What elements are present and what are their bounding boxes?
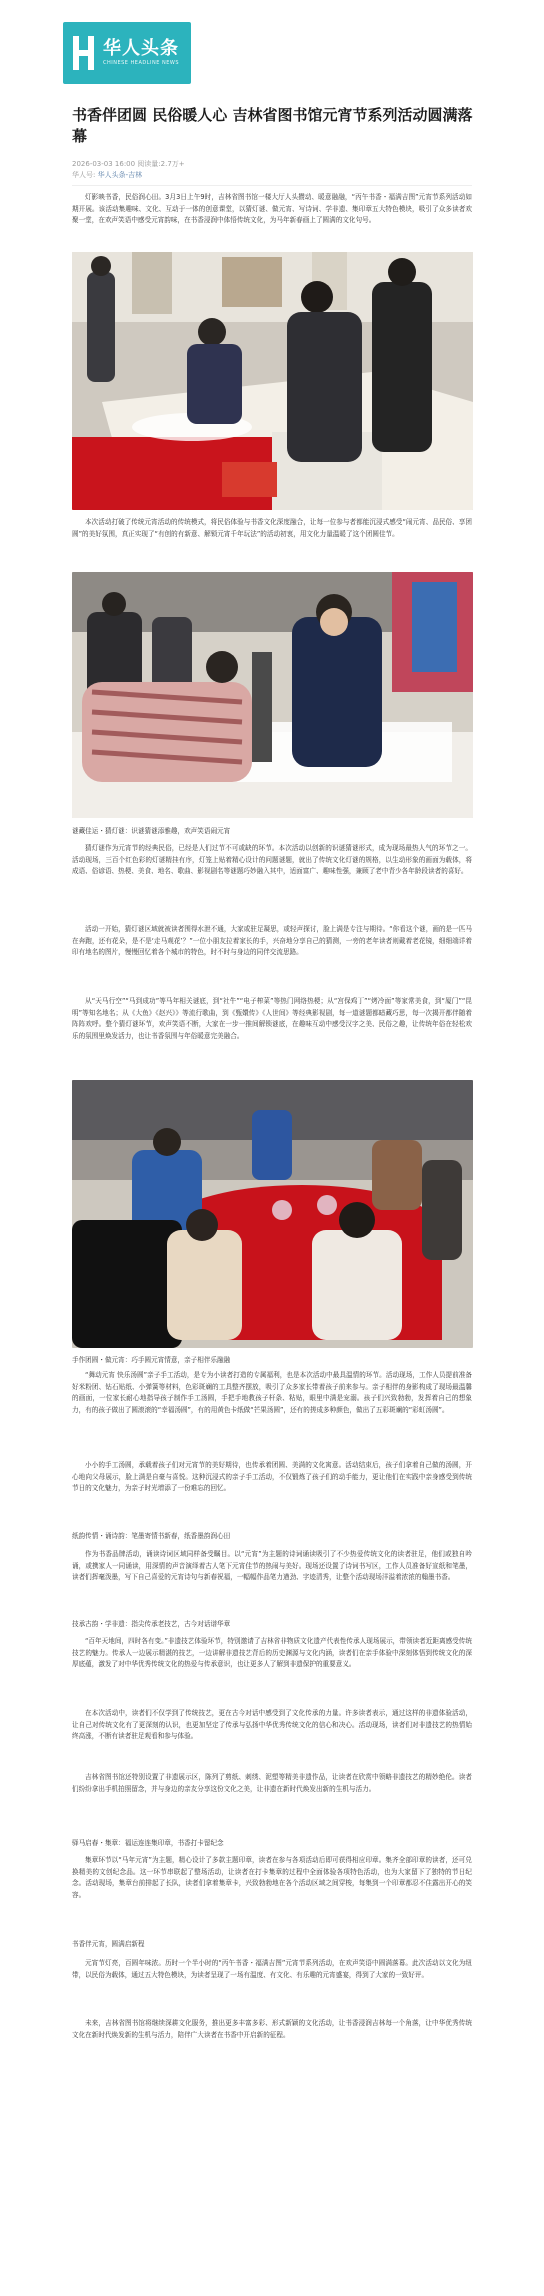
paragraph-poetry: 作为书香品牌活动，诵读诗词区域同样备受瞩目。以“元宵”为主题的诗词诵读吸引了不少热爱传统文化的读者驻足，他们或独自吟诵，或携家人一同诵读，用深情的声音演绎着古人笔下元宵佳节的热闹与美好。现场还设置了诗词书写区，工作人员准备好宣纸和笔墨，读者们挥毫泼墨，写下自己喜爱的元宵诗句与新春祝福，一幅幅作品笔力遒劲、字迹清秀，让整个活动现场洋溢着浓浓的翰墨书香。 [72, 1550, 472, 1581]
section-heading-riddles: 谜藏佳运・猜灯谜：识谜猜谜添雅趣，欢声笑语闹元宵 [72, 827, 231, 835]
event-photo-1 [72, 252, 473, 510]
paragraph-intro: 灯影映书香，民俗润心田。3月3日上午9时，吉林省图书馆一楼大厅人头攒动、暖意融融，“丙午书香・福满吉图”元宵节系列活动如期开展。该活动集趣味、文化、互动于一体的创意课堂，以猜灯谜、做元宵、写诗词、学非遗、集印章五大特色模块，吸引了众多读者欢聚一堂，在欢声笑语中感受元宵韵味，在书香浸润中体悟传统文化，为马年新春画上了圆满的文化句号。 [72, 193, 472, 224]
section-heading-poetry: 纸韵传情・诵诗韵：笔墨寄情书新春，纸香墨韵润心田 [72, 1532, 231, 1540]
paragraph-riddles-2: 活动一开始，猜灯谜区域就被读者围得水泄不通，大家或驻足凝思，或轻声探讨，脸上满是专注与期待。“你看这个谜，画的是一匹马在奔跑，还有花朵，是不是‘走马观花’？”一位小朋友拉着家长的手，兴奋地分享自己的猜测，一旁的老年读者则戴着老花镜，细细端详着印有地名的图片，慢慢回忆着各个城市的特色，时不时与身边的同伴交流思路。 [72, 925, 472, 956]
paragraph-heritage-3: 吉林省图书馆还特别设置了非遗展示区，陈列了剪纸、刺绣、泥塑等精美非遗作品，让读者在欣赏中领略非遗技艺的精妙绝伦。读者们纷纷拿出手机拍照留念，并与身边的亲友分享这份文化之美，让非遗在新时代焕发出新的生机与活力。 [72, 1773, 472, 1793]
section-heading-stamps: 驿马启春・集章：福运连连集印章，书香打卡留纪念 [72, 1839, 224, 1847]
brand-logo[interactable] [63, 22, 191, 84]
section-heading-closing: 书香伴元宵，圆满启新程 [72, 1940, 145, 1948]
paragraph-closing-1: 元宵节灯亮，百圆年味浓。历时一个半小时的“丙午书香・福满吉图”元宵节系列活动，在欢声笑语中圆满落幕。此次活动以文化为纽带，以民俗为载体，通过五大特色模块，为读者呈现了一场有温度、有文化、有乐趣的元宵盛宴，得到了大家的一致好评。 [72, 1959, 472, 1979]
paragraph-handcraft-2: 小小的手工汤圆，承载着孩子们对元宵节的美好期待，也传承着团圆、美满的文化寓意。活动结束后，孩子们拿着自己做的汤圆，开心地向父母展示，脸上满是自豪与喜悦。这种沉浸式的亲子手工活动，不仅锻炼了孩子们的动手能力，更让他们在实践中亲身感受到传统节日的文化魅力，为亲子时光增添了一份难忘的回忆。 [72, 1461, 472, 1492]
paragraph-riddles-3: 从“天马行空”“马到成功”等马年相关谜底，到“社牛”“电子榨菜”等热门网络热梗；从“宫保鸡丁”“烤冷面”等家常美食，到“厦门”“昆明”等知名地名；从《大鱼》《赵兴》》等流行歌曲，到《甄嬛传》《人世间》等经典影视剧，每一道谜题都暗藏巧思，每一次揭开都伴随着阵阵欢呼。整个猜灯谜环节，欢声笑语不断，大家在一步一推间解锁谜底，在趣味互动中感受汉字之美、民俗之趣，让传统年俗在轻松欢乐的氛围里焕发活力，也让书香氛围与年俗暖意完美融合。 [72, 997, 472, 1040]
source-label: 华人号: [72, 171, 96, 179]
paragraph-heritage-2: 在本次活动中，读者们不仅学到了传统技艺，更在古今对话中感受到了文化传承的力量。许多读者表示，通过这样的非遗体验活动，让自己对传统文化有了更深刻的认识，也更加坚定了传承与弘扬中华优秀传统文化的信心和决心。活动现场，读者们对非遗技艺的热情始终高涨，不断有读者驻足观看和参与体验。 [72, 1709, 472, 1740]
article-title: 书香伴团圆 民俗暖人心 吉林省图书馆元宵节系列活动圆满落幕 [72, 106, 473, 145]
paragraph-riddles-1: 猜灯谜作为元宵节的经典民俗，已经是人们过节不可或缺的环节。本次活动以创新的识谜猜谜形式，成为现场最热人气的环节之一。活动现场，三百个红色彩的灯谜精挂有序，灯笼上贴着精心设计的问题谜题，就出了传统文化灯谜的规格，以生动形象的画面为载体，将成语、俗谚语、热梗、美食、地名、歌曲、影视剧名等谜题巧妙融入其中，适面富广、趣味性强，兼顾了老中青少各年龄段读者的喜好。 [72, 844, 472, 875]
section-heading-handcraft: 手作团圆・做元宵：巧手圆元宵情意，亲子相伴乐融融 [72, 1356, 231, 1364]
event-photo-2 [72, 572, 473, 818]
caption-1: 本次活动打破了传统元宵活动的传统模式，将民俗体验与书香文化深度融合，让每一位参与者都能沉浸式感受“闹元宵、品民俗、享团圆”的美好氛围，真正实现了“有创的有新意、解锁元宵千年玩法”的活动初衷，用文化力量温暖了这个团圆佳节。 [72, 518, 472, 538]
logo-name: 华人头条 [103, 38, 179, 59]
event-photo-3 [72, 1080, 473, 1348]
article-source [72, 170, 142, 180]
paragraph-closing-2: 未来，吉林省图书馆将继续深耕文化服务，推出更多丰富多彩、形式新颖的文化活动，让书香浸润吉林每一个角落，让中华优秀传统文化在新时代焕发新的生机与活力，陪伴广大读者在书香中开启新的征程。 [72, 2019, 472, 2039]
logo-h-icon [73, 36, 95, 70]
divider [72, 185, 472, 186]
logo-name-en: CHINESE HEADLINE NEWS [103, 60, 180, 66]
paragraph-heritage-1: “百年天地间，四时各有变。”非遗技艺体验环节，特别邀请了吉林省非物质文化遗产代表性传承人现场展示，带领读者近距离感受传统技艺的魅力。传承人一边展示精湛的技艺，一边讲解非遗技艺背后的历史渊源与文化内涵，读者们在亲手体验中深刻体悟到传统文化的深厚底蕴，激发了对中华优秀传统文化的热爱与传承意识，也让更多人了解到非遗保护的重要意义。 [72, 1637, 472, 1668]
paragraph-handcraft-1: “舞动元宵 快乐汤圆”亲子手工活动，是专为小读者打造的专属福利，也是本次活动中最具温情的环节。活动现场，工作人员提前准备好米粉团、钻石贴纸、小弹簧等材料，色彩斑斓的工具整齐摆放，吸引了众多家长带着孩子前来参与。亲子相伴的身影构成了现场最温馨的画面，一位家长耐心地指导孩子制作手工汤圆，手把手地教孩子杆条、粘贴，眼里中满是宠溺。孩子们兴致勃勃，发挥着自己的想象力，有的孩子做出了圆滚滚的“幸福汤圆”，有的用黄色卡纸做“芒果汤圆”，还有的搓成多种颜色，做出了五彩斑斓的“彩虹汤圆”。 [72, 1371, 472, 1414]
section-heading-heritage: 技承古韵・学非遗：指尖传承老技艺，古今对话谱华章 [72, 1620, 231, 1628]
paragraph-stamps: 集章环节以“马年元宵”为主题，精心设计了多款主题印章，读者在参与各项活动后即可获得相应印章。集齐全部印章的读者，还可兑换精美的文创纪念品。这一环节串联起了整场活动，让读者在打卡集章的过程中全面体验各项特色活动，也为大家留下了独特的节日纪念。活动现场，集章台前排起了长队，读者们拿着集章卡，兴致勃勃地在各个活动区域之间穿梭，每集到一个印章都忍不住露出开心的笑容。 [72, 1856, 472, 1899]
source-author-link[interactable]: 华人头条-吉林 [97, 171, 143, 179]
article-meta: 2026-03-03 16:00 阅读量:2.7万+ [72, 160, 185, 168]
